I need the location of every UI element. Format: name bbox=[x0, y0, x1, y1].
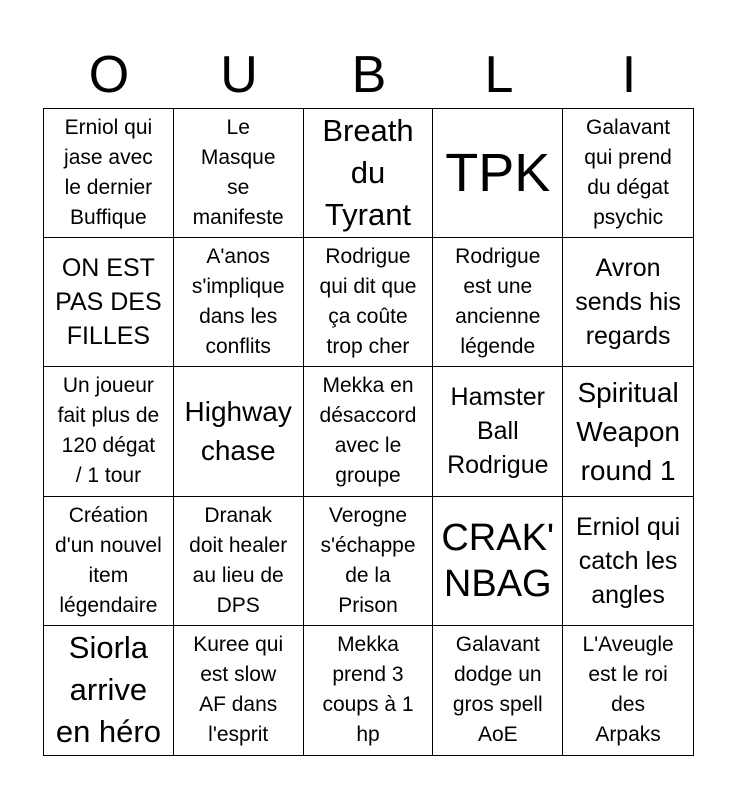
header-letter-l: L bbox=[484, 46, 514, 104]
bingo-cell-r3-c3[interactable]: Mekka en désaccord avec le groupe bbox=[304, 367, 434, 496]
bingo-cell-r1-c2[interactable]: Le Masque se manifeste bbox=[174, 109, 304, 238]
bingo-cell-r4-c5[interactable]: Erniol qui catch les angles bbox=[563, 497, 693, 626]
bingo-cell-r5-c2[interactable]: Kuree qui est slow AF dans l'esprit bbox=[174, 626, 304, 755]
bingo-cell-r5-c1[interactable]: Siorla arrive en héro bbox=[44, 626, 174, 755]
bingo-cell-r4-c1[interactable]: Création d'un nouvel item légendaire bbox=[44, 497, 174, 626]
header-letter-i: I bbox=[621, 46, 637, 104]
bingo-cell-r1-c5[interactable]: Galavant qui prend du dégat psychic bbox=[563, 109, 693, 238]
bingo-cell-r4-c2[interactable]: Dranak doit healer au lieu de DPS bbox=[174, 497, 304, 626]
header-letter-b: B bbox=[351, 46, 387, 104]
bingo-cell-r2-c4[interactable]: Rodrigue est une ancienne légende bbox=[433, 238, 563, 367]
header-letter-o: O bbox=[88, 46, 130, 104]
bingo-cell-r1-c3[interactable]: Breath du Tyrant bbox=[304, 109, 434, 238]
bingo-header bbox=[44, 42, 694, 108]
bingo-cell-r5-c5[interactable]: L'Aveugle est le roi des Arpaks bbox=[582, 633, 674, 747]
header-letter-u: U bbox=[220, 46, 258, 104]
bingo-cell-r5-c3[interactable]: Mekka prend 3 coups à 1 hp bbox=[304, 626, 434, 755]
bingo-cell-r2-c3[interactable]: Rodrigue qui dit que ça coûte trop cher bbox=[304, 238, 434, 367]
bingo-cell-r4-c3[interactable]: Verogne s'échappe de la Prison bbox=[304, 497, 434, 626]
bingo-cell-r3-c2[interactable]: Highway chase bbox=[174, 367, 304, 496]
bingo-cell-r2-c2[interactable]: A'anos s'implique dans les conflits bbox=[174, 238, 304, 367]
bingo-cell-r4-c4[interactable]: CRAK' NBAG bbox=[433, 497, 563, 626]
bingo-cell-r3-c5[interactable]: Spiritual Weapon round 1 bbox=[563, 367, 693, 496]
bingo-cell-r3-c1[interactable]: Un joueur fait plus de 120 dégat / 1 tour bbox=[44, 367, 174, 496]
bingo-cell-r1-c4[interactable]: TPK bbox=[433, 109, 563, 238]
bingo-cell-r2-c1[interactable]: ON EST PAS DES FILLES bbox=[44, 238, 174, 367]
bingo-cell-r5-c4[interactable]: Galavant dodge un gros spell AoE bbox=[433, 626, 563, 755]
bingo-grid bbox=[43, 108, 694, 756]
bingo-cell-r1-c1[interactable]: Erniol qui jase avec le dernier Buffique bbox=[44, 109, 174, 238]
bingo-cell-r3-c4[interactable]: Hamster Ball Rodrigue bbox=[433, 367, 563, 496]
bingo-cell-r2-c5[interactable]: Avron sends his regards bbox=[563, 238, 693, 367]
